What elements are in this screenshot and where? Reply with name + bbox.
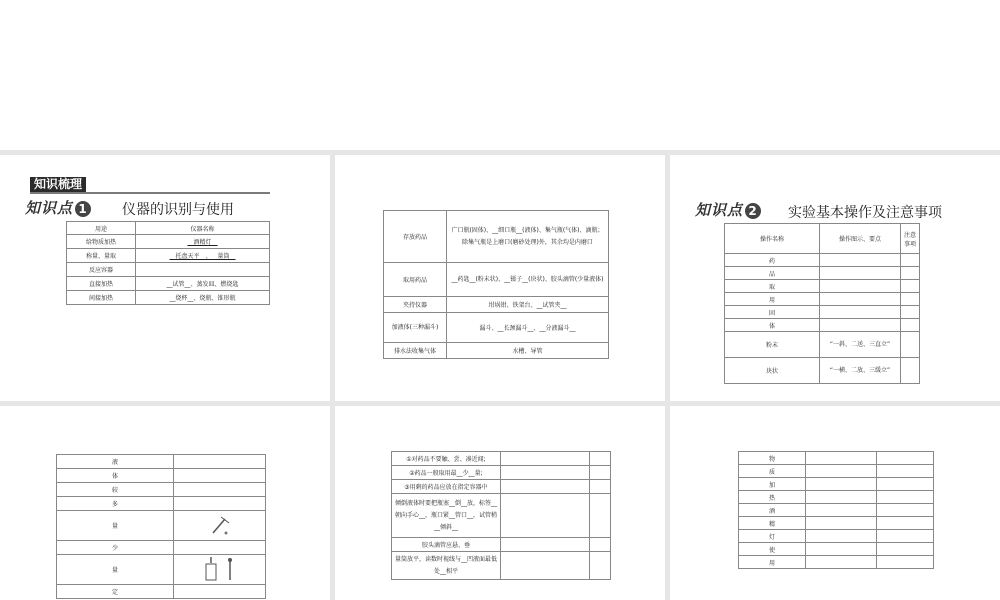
cell: 胶头滴管应悬、垂	[392, 538, 501, 552]
cell	[901, 293, 920, 306]
cell	[174, 585, 266, 599]
cell	[901, 306, 920, 319]
cell	[877, 543, 934, 556]
cell	[877, 478, 934, 491]
slide-3[interactable]	[670, 155, 1000, 401]
cell: 固	[725, 306, 820, 319]
cell	[820, 280, 901, 293]
cell	[877, 517, 934, 530]
slide-1[interactable]	[0, 155, 330, 401]
cell	[590, 480, 611, 494]
cell	[806, 465, 877, 478]
cell	[501, 480, 590, 494]
cell: 倾倒液体时要把瓶塞__倒__放，标签__朝向手心__，瓶口紧__管口__，试管稍__倾斜__	[392, 494, 501, 538]
cell: 间接加热	[67, 291, 136, 305]
knowledge-point-label	[695, 199, 761, 220]
cell	[806, 543, 877, 556]
cell: 直接加热	[67, 277, 136, 291]
cell	[174, 497, 266, 511]
banner-label: 知识梳理	[30, 177, 86, 192]
cell: 加	[739, 478, 806, 491]
cell: “一横、二放、三缓立”	[820, 358, 901, 384]
cell: 用	[739, 556, 806, 569]
cell	[806, 504, 877, 517]
cell: 体	[57, 469, 174, 483]
cell	[590, 466, 611, 480]
cell	[820, 293, 901, 306]
cell	[590, 494, 611, 538]
cell: 多	[57, 497, 174, 511]
notes-table	[391, 451, 611, 580]
cell: 水槽、导管	[447, 343, 609, 359]
instrument-table	[66, 221, 270, 305]
cell: 块状	[725, 358, 820, 384]
pouring-diagram-icon	[207, 513, 233, 537]
cell: 精	[739, 517, 806, 530]
cell: 反应容器	[67, 263, 136, 277]
section-title: 实验基本操作及注意事项	[788, 205, 942, 221]
cell: 量	[57, 511, 174, 541]
cell	[501, 538, 590, 552]
cell: 称量、量取	[67, 249, 136, 263]
kp-text: 知识点	[25, 199, 74, 217]
cell	[877, 452, 934, 465]
cell: 少	[57, 541, 174, 555]
cell: 热	[739, 491, 806, 504]
cell	[901, 267, 920, 280]
cell: ②药品一般取用最__少__量;	[392, 466, 501, 480]
cell: 物	[739, 452, 806, 465]
cell: __试管__、蒸发皿、燃烧匙	[136, 277, 270, 291]
cell	[806, 452, 877, 465]
cell: 粉末	[725, 332, 820, 358]
cell: 给物质加热	[67, 235, 136, 249]
cell	[820, 319, 901, 332]
cell: __烧杯__、烧瓶、锥形瓶	[136, 291, 270, 305]
cell: 坩埚钳、铁架台、__试管夹__	[447, 297, 609, 313]
cell: 取用药品	[384, 263, 447, 297]
kp-text: 知识点	[695, 201, 744, 219]
col-header-op: 操作名称	[725, 224, 820, 254]
col-header-diagram: 操作图示、要点	[820, 224, 901, 254]
cell: __药匙__(粉末状)、__镊子__(块状)、胶头滴管(少量液体)	[447, 263, 609, 297]
dropper-diagram-icon	[200, 556, 240, 582]
col-header-use: 用途	[67, 222, 136, 235]
knowledge-summary-banner	[30, 177, 270, 193]
cell	[501, 494, 590, 538]
cell	[806, 556, 877, 569]
cell	[820, 306, 901, 319]
cell: 用	[725, 293, 820, 306]
cell: 加液体(三种漏斗)	[384, 313, 447, 343]
cell: 较	[57, 483, 174, 497]
cell: 夹持仪器	[384, 297, 447, 313]
heating-table	[738, 451, 934, 569]
cell	[820, 267, 901, 280]
section-title: 仪器的识别与使用	[122, 202, 234, 218]
cell	[901, 358, 920, 384]
cell	[901, 254, 920, 267]
cell: 灯	[739, 530, 806, 543]
cell	[820, 254, 901, 267]
cell	[901, 280, 920, 293]
cell	[174, 511, 266, 541]
slide-grid	[0, 150, 1000, 600]
slide-5[interactable]	[335, 406, 665, 600]
cell: 使	[739, 543, 806, 556]
cell	[806, 530, 877, 543]
cell: 存放药品	[384, 211, 447, 263]
cell: 质	[739, 465, 806, 478]
cell	[174, 455, 266, 469]
cell: ①对药品不要触、尝、凑近闻;	[392, 452, 501, 466]
cell: 品	[725, 267, 820, 280]
cell	[877, 465, 934, 478]
cell: 体	[725, 319, 820, 332]
kp-number: 2	[745, 203, 761, 219]
cell: 广口瓶(固体)、__细口瓶__(液体)、集气瓶(气体)、滴瓶；除集气瓶是上磨口(磨砂处理)外，其余均是内磨口	[447, 211, 609, 263]
instrument-table-2	[383, 210, 609, 359]
cell: 排水法收集气体	[384, 343, 447, 359]
cell	[877, 491, 934, 504]
cell	[501, 452, 590, 466]
banner-underline	[30, 192, 270, 194]
cell	[501, 552, 590, 580]
cell: 酒	[739, 504, 806, 517]
cell	[174, 555, 266, 585]
cell: 量筒放平，读数时视线与__凹液面最低处__相平	[392, 552, 501, 580]
cell	[877, 504, 934, 517]
blank-top-area	[0, 0, 1000, 150]
cell: 量	[57, 555, 174, 585]
slide-4[interactable]	[0, 406, 330, 600]
cell: 漏斗、__长颈漏斗__、__分液漏斗__	[447, 313, 609, 343]
cell	[174, 469, 266, 483]
cell	[877, 530, 934, 543]
cell: ③用剩的药品应放在指定容器中	[392, 480, 501, 494]
cell	[806, 478, 877, 491]
liquid-table	[56, 454, 266, 599]
cell: “一斜、二送、三直立”	[820, 332, 901, 358]
operation-table	[724, 223, 920, 384]
col-header-name: 仪器名称	[136, 222, 270, 235]
cell	[806, 491, 877, 504]
cell	[174, 483, 266, 497]
cell	[877, 556, 934, 569]
cell	[590, 552, 611, 580]
cell: 取	[725, 280, 820, 293]
slide-2[interactable]	[335, 155, 665, 401]
knowledge-point-label	[25, 197, 91, 218]
cell: __酒精灯__	[136, 235, 270, 249]
cell: __托盘天平__、__量筒__	[136, 249, 270, 263]
cell: 液	[57, 455, 174, 469]
cell	[501, 466, 590, 480]
kp-number: 1	[75, 201, 91, 217]
cell	[174, 541, 266, 555]
cell: 定	[57, 585, 174, 599]
cell	[901, 319, 920, 332]
cell	[806, 517, 877, 530]
cell	[590, 538, 611, 552]
cell	[901, 332, 920, 358]
cell: 药	[725, 254, 820, 267]
col-header-notes: 注意事项	[901, 224, 920, 254]
cell	[136, 263, 270, 277]
cell	[590, 452, 611, 466]
slide-6[interactable]	[670, 406, 1000, 600]
